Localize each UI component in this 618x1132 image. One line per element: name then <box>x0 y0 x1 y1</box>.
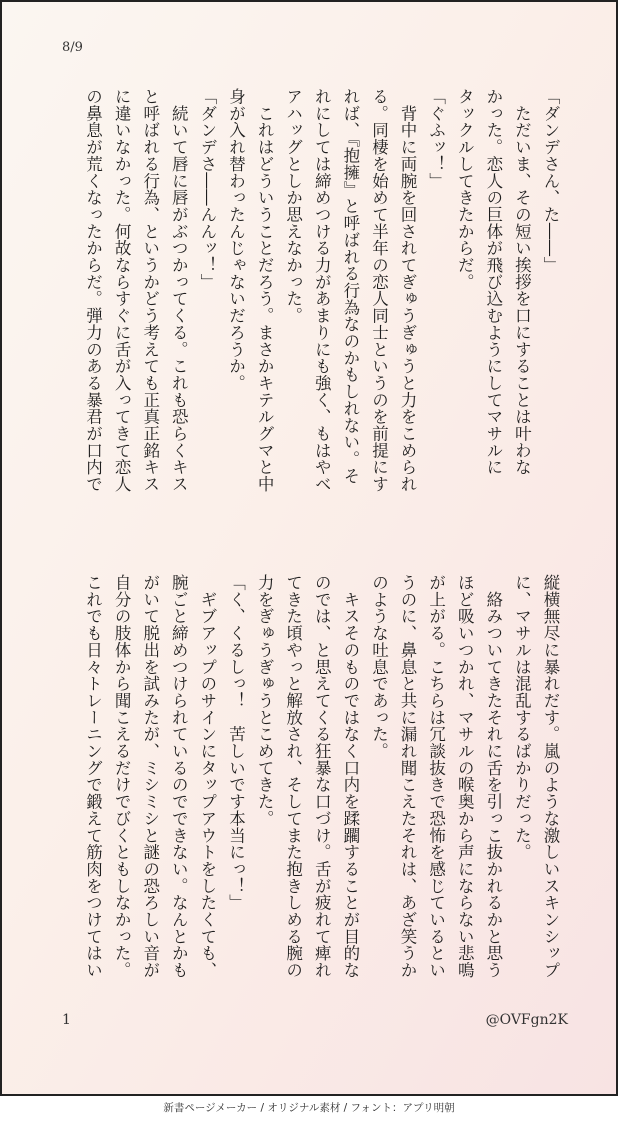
page-number: 1 <box>62 1012 71 1028</box>
text-line: 続いて唇に唇がぶつかってくる。これも恐らくキス <box>169 88 189 493</box>
text-line: 「ダンデさん、た――」 <box>541 88 560 274</box>
text-line: キスそのものではなく口内を蹂躙することが目的な <box>340 574 360 979</box>
text-line: のような吐息であった。 <box>369 574 389 760</box>
text-line: 腕ごと締めつけられているのでできない。なんとかも <box>169 574 189 979</box>
text-line: タックルしてきたからだ。 <box>455 88 475 291</box>
text-line: 縦横無尽に暴れだす。嵐のような激しいスキンシップ <box>541 574 560 979</box>
text-line: 「ダンデさ――んんッ！」 <box>197 88 217 291</box>
text-line: 絡みついてきたそれに舌を引っこ抜かれるかと思う <box>483 574 503 979</box>
text-line: が上がる。こちらは冗談抜きで恐怖を感じているとい <box>426 574 446 979</box>
author-handle: @OVFgn2K <box>485 1012 568 1028</box>
text-line: ただいま、その短い挨拶を口にすることは叶わな <box>512 88 532 476</box>
text-line: 身が入れ替わったんじゃないだろうか。 <box>226 88 246 392</box>
text-line: のでは、と思えてくる狂暴な口づけ。舌が疲れて痺れ <box>312 574 332 979</box>
text-line: これはどういうことだろう。まさかキテルグマと中 <box>255 88 275 493</box>
text-line: ほど吸いつかれ、マサルの喉奥から声にならない悲鳴 <box>455 574 475 979</box>
text-line: うのに、鼻息と共に漏れ聞こえたそれは、あざ笑うか <box>398 574 418 979</box>
text-line: れにしては締めつける力があまりにも強く、もはやベ <box>312 88 332 493</box>
text-line: ギブアップのサインにタップアウトをしたくても、 <box>197 574 217 979</box>
text-line: る。同棲を始めて半年の恋人同士というのを前提にす <box>369 88 389 493</box>
text-line: がいて脱出を試みたが、ミシミシと謎の恐ろしい音が <box>140 574 160 979</box>
text-line: 力をぎゅうぎゅうとこめてきた。 <box>255 574 275 827</box>
text-line: れば、『抱擁』と呼ばれる行為なのかもしれない。そ <box>340 88 360 485</box>
page-indicator: 8/9 <box>62 40 83 55</box>
text-line: てきた頃やっと解放され、そしてまた抱きしめる腕の <box>283 574 303 979</box>
text-line: と呼ばれる行為、というかどう考えても正真正銘キス <box>140 88 160 493</box>
top-text-block <box>64 88 564 528</box>
text-line: に、マサルは混乱するばかりだった。 <box>512 574 532 861</box>
text-line: 背中に両腕を回されてぎゅうぎゅうと力をこめられ <box>398 88 418 493</box>
text-line: に違いなかった。何故ならすぐに舌が入ってきて恋人 <box>112 88 132 493</box>
bottom-text-block <box>64 574 564 1014</box>
text-line: 「く、くるしっ！ 苦しいです本当にっ！」 <box>226 574 246 911</box>
text-line: これでも日々トレーニングで鍛えて筋肉をつけてはい <box>83 574 103 979</box>
text-line: 「ぐふッ！」 <box>426 88 446 190</box>
text-line: 自分の肢体から聞こえるだけでびくともしなかった。 <box>112 574 132 979</box>
text-line: アハッグとしか思えなかった。 <box>283 88 303 324</box>
text-line: かった。恋人の巨体が飛び込むようにしてマサルに <box>483 88 503 476</box>
text-line: の鼻息が荒くなったからだ。弾力のある暴君が口内で <box>83 88 103 493</box>
footer-credit: 新書ページメーカー / オリジナル素材 / フォント：アプリ明朝 <box>163 1102 455 1114</box>
